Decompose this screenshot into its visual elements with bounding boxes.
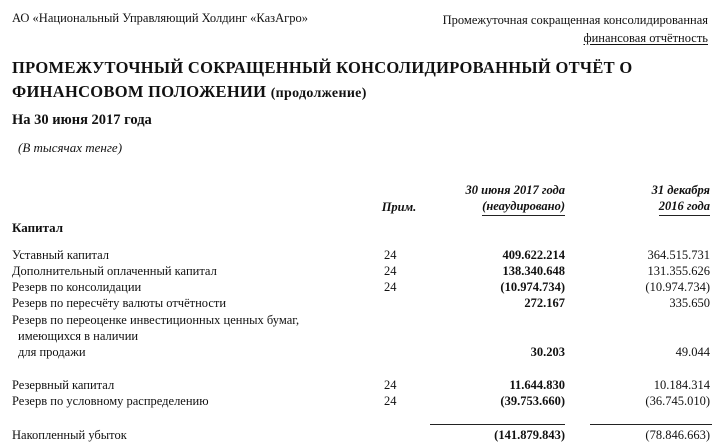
statement-title-line1: ПРОМЕЖУТОЧНЫЙ СОКРАЩЕННЫЙ КОНСОЛИДИРОВАННЫЙ ОТЧЁТ О — [12, 58, 633, 77]
report-name-line2: финансовая отчётность — [583, 31, 708, 45]
row-label: Резерв по консолидации — [12, 280, 142, 294]
report-name — [378, 11, 708, 47]
row-label: Резервный капитал — [12, 378, 115, 392]
row-note: 24 — [384, 378, 397, 392]
row-current-value: 11.644.830 — [509, 378, 565, 392]
row-label: Резерв по пересчёту валюты отчётности — [12, 296, 227, 310]
row-current-value: 30.203 — [530, 345, 565, 359]
company-name: АО «Национальный Управляющий Холдинг «КазАгро» — [12, 11, 308, 25]
currency-note: (В тысячах тенге) — [18, 140, 123, 155]
row-label: Резерв по условному распределению — [12, 394, 209, 408]
row-note: 24 — [384, 394, 397, 408]
row-prior-value: 49.044 — [675, 345, 710, 359]
row-current-value: (39.753.660) — [500, 394, 565, 408]
column-header-prior — [590, 182, 710, 216]
column-header-note — [370, 199, 428, 215]
column-header-current-line2: (неаудировано) — [482, 198, 565, 216]
row-prior-value: 335.650 — [669, 296, 710, 310]
row-label: Резерв по переоценке инвестиционных ценных бумаг, — [12, 313, 300, 327]
statement-title-line2 — [12, 80, 633, 106]
row-label: для продажи — [18, 345, 86, 359]
row-current-value: (141.879.843) — [494, 428, 565, 442]
row-current-value: 409.622.214 — [502, 248, 565, 262]
subtotal-rule-current — [430, 424, 565, 425]
row-note: 24 — [384, 280, 397, 294]
statement-title — [12, 56, 633, 106]
row-prior-value: 10.184.314 — [653, 378, 710, 392]
column-header-prior-line1: 31 декабря — [651, 183, 710, 197]
row-prior-value: 131.355.626 — [647, 264, 710, 278]
column-header-note-text: Прим. — [381, 200, 417, 214]
report-name-line1: Промежуточная сокращенная консолидированная — [442, 13, 708, 27]
row-note: 24 — [384, 248, 397, 262]
statement-date: На 30 июня 2017 года — [12, 112, 152, 128]
row-label: Уставный капитал — [12, 248, 110, 262]
row-label: Накопленный убыток — [12, 428, 127, 442]
row-label: Дополнительный оплаченный капитал — [12, 264, 217, 278]
section-title-equity: Капитал — [12, 220, 64, 235]
row-current-value: (10.974.734) — [500, 280, 565, 294]
row-current-value: 272.167 — [524, 296, 565, 310]
column-header-current-line1: 30 июня 2017 года — [465, 183, 565, 197]
column-header-prior-line2: 2016 года — [659, 198, 710, 216]
row-note: 24 — [384, 264, 397, 278]
row-prior-value: 364.515.731 — [647, 248, 710, 262]
subtotal-rule-prior — [590, 424, 712, 425]
row-prior-value: (36.745.010) — [645, 394, 710, 408]
statement-title-continued: (продолжение) — [270, 86, 367, 101]
column-header-current — [430, 182, 565, 216]
row-current-value: 138.340.648 — [502, 264, 565, 278]
row-prior-value: (78.846.663) — [645, 428, 710, 442]
row-prior-value: (10.974.734) — [645, 280, 710, 294]
statement-title-main: ФИНАНСОВОМ ПОЛОЖЕНИИ — [12, 82, 267, 101]
row-label: имеющихся в наличии — [18, 329, 139, 343]
